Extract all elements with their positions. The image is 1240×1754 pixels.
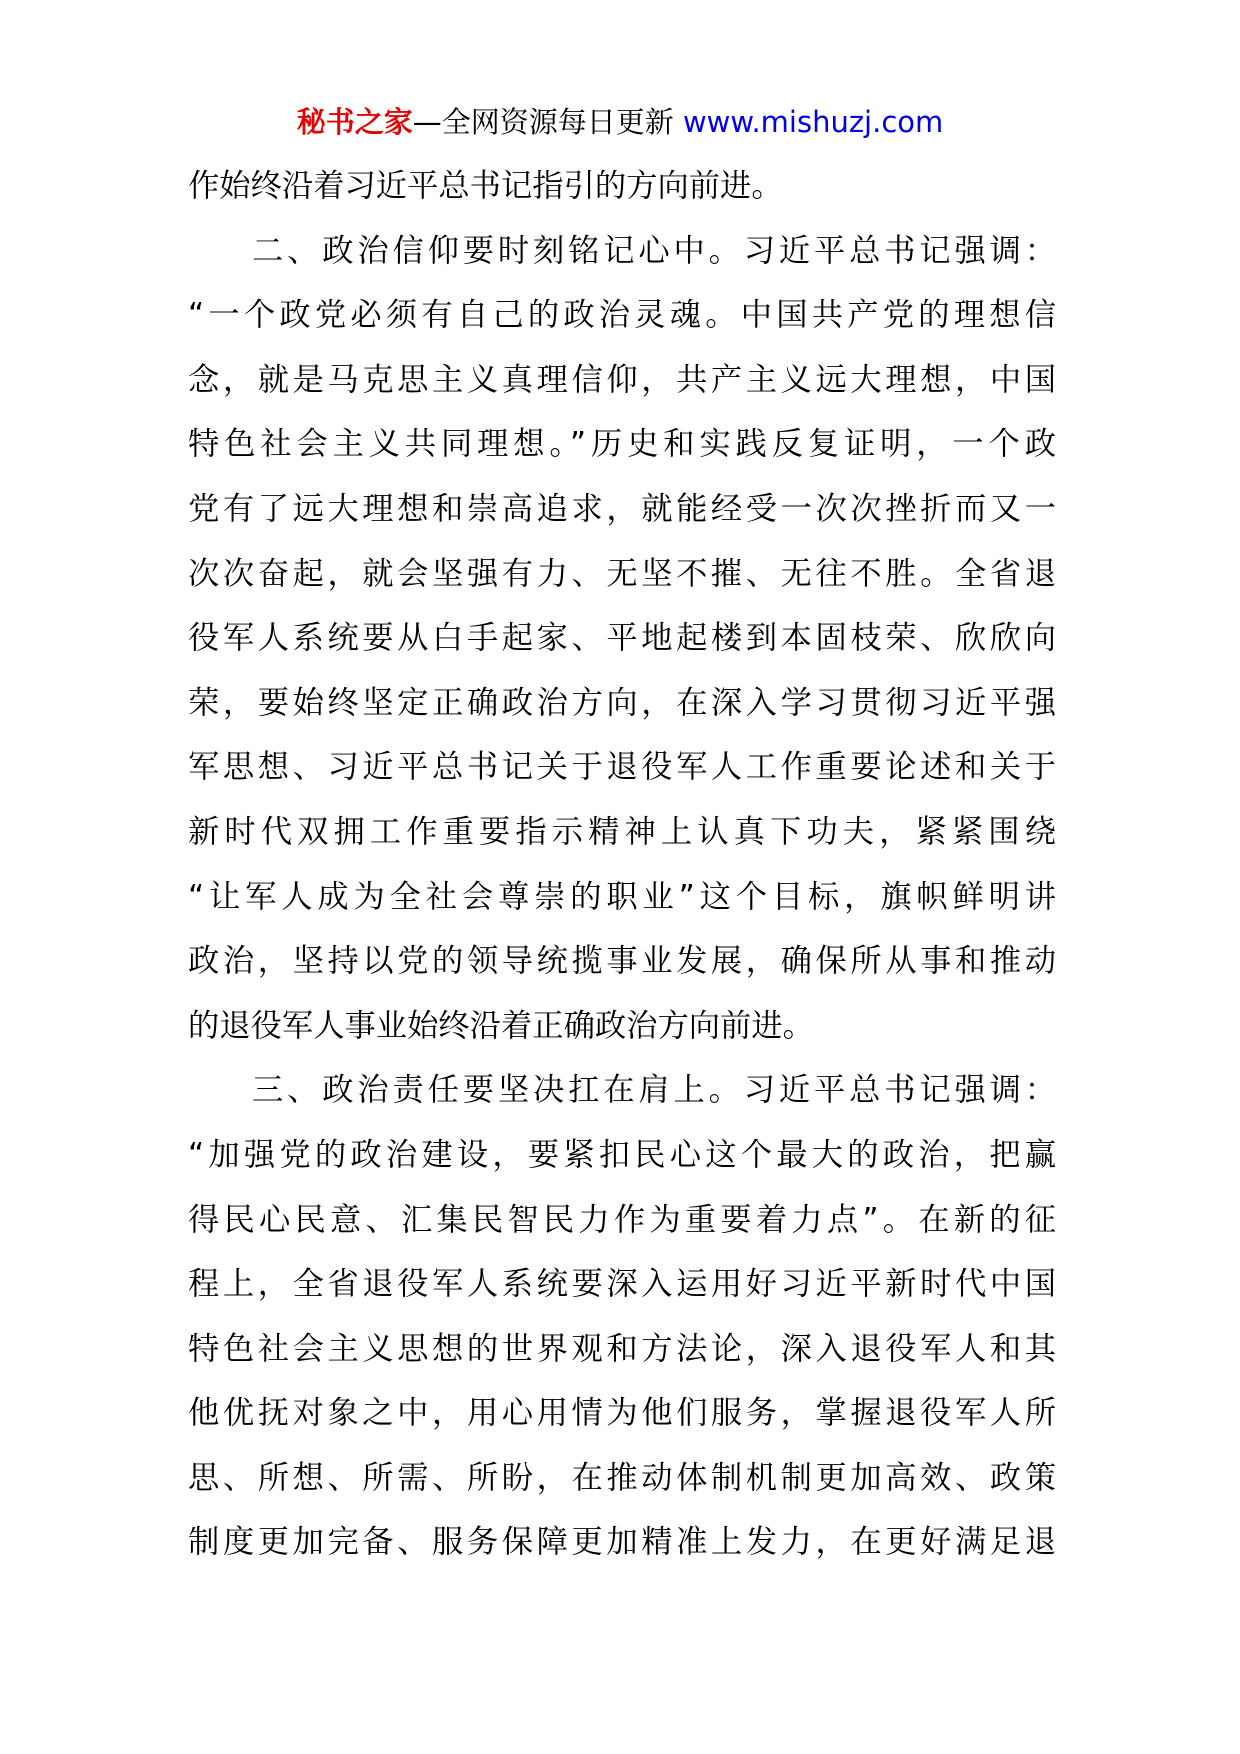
text-line: 役军人系统要从白手起家、平地起楼到本固枝荣、欣欣向 bbox=[188, 620, 1056, 657]
text-line: 作始终沿着习近平总书记指引的方向前进。 bbox=[188, 168, 783, 204]
text-line: 荣，要始终坚定正确政治方向，在深入学习贯彻习近平强 bbox=[188, 684, 1056, 721]
text-line: 特色社会主义共同理想。”历史和实践反复证明，一个政 bbox=[188, 426, 1056, 463]
text-line: 得民心民意、汇集民智民力作为重要着力点”。在新的征 bbox=[188, 1201, 1056, 1238]
text-line: 的退役军人事业始终沿着正确政治方向前进。 bbox=[188, 1007, 814, 1044]
site-url-link[interactable]: www.mishuzj.com bbox=[682, 105, 944, 139]
text-line: “一个政党必须有自己的政治灵魂。中国共产党的理想信 bbox=[188, 297, 1056, 334]
text-line: “让军人成为全社会尊崇的职业”这个目标，旗帜鲜明讲 bbox=[188, 878, 1056, 915]
brand-name: 秘书之家 bbox=[296, 105, 413, 139]
text-line: 程上，全省退役军人系统要深入运用好习近平新时代中国 bbox=[188, 1266, 1056, 1303]
text-line: 次次奋起，就会坚强有力、无坚不摧、无往不胜。全省退 bbox=[188, 555, 1056, 592]
text-line: 思、所想、所需、所盼，在推动体制机制更加高效、政策 bbox=[188, 1459, 1056, 1496]
text-line: 念，就是马克思主义真理信仰，共产主义远大理想，中国 bbox=[188, 361, 1056, 398]
text-line: 制度更加完备、服务保障更加精准上发力，在更好满足退 bbox=[188, 1524, 1056, 1561]
paragraph-start-line: 二、政治信仰要时刻铭记心中。习近平总书记强调： bbox=[252, 232, 1056, 269]
text-line: “加强党的政治建设，要紧扣民心这个最大的政治，把赢 bbox=[188, 1136, 1056, 1173]
text-line: 他优抚对象之中，用心用情为他们服务，掌握退役军人所 bbox=[188, 1395, 1056, 1432]
text-line: 党有了远大理想和崇高追求，就能经受一次次挫折而又一 bbox=[188, 490, 1056, 527]
document-body bbox=[188, 154, 1056, 1575]
text-line: 政治，坚持以党的领导统揽事业发展，确保所从事和推动 bbox=[188, 943, 1056, 980]
paragraph-start-line: 三、政治责任要坚决扛在肩上。习近平总书记强调： bbox=[252, 1072, 1056, 1109]
header-tagline: —全网资源每日更新 bbox=[412, 105, 674, 139]
text-line: 特色社会主义思想的世界观和方法论，深入退役军人和其 bbox=[188, 1330, 1056, 1367]
page-header bbox=[0, 100, 1240, 144]
text-line: 军思想、习近平总书记关于退役军人工作重要论述和关于 bbox=[188, 749, 1056, 786]
text-line: 新时代双拥工作重要指示精神上认真下功夫，紧紧围绕 bbox=[188, 813, 1056, 850]
